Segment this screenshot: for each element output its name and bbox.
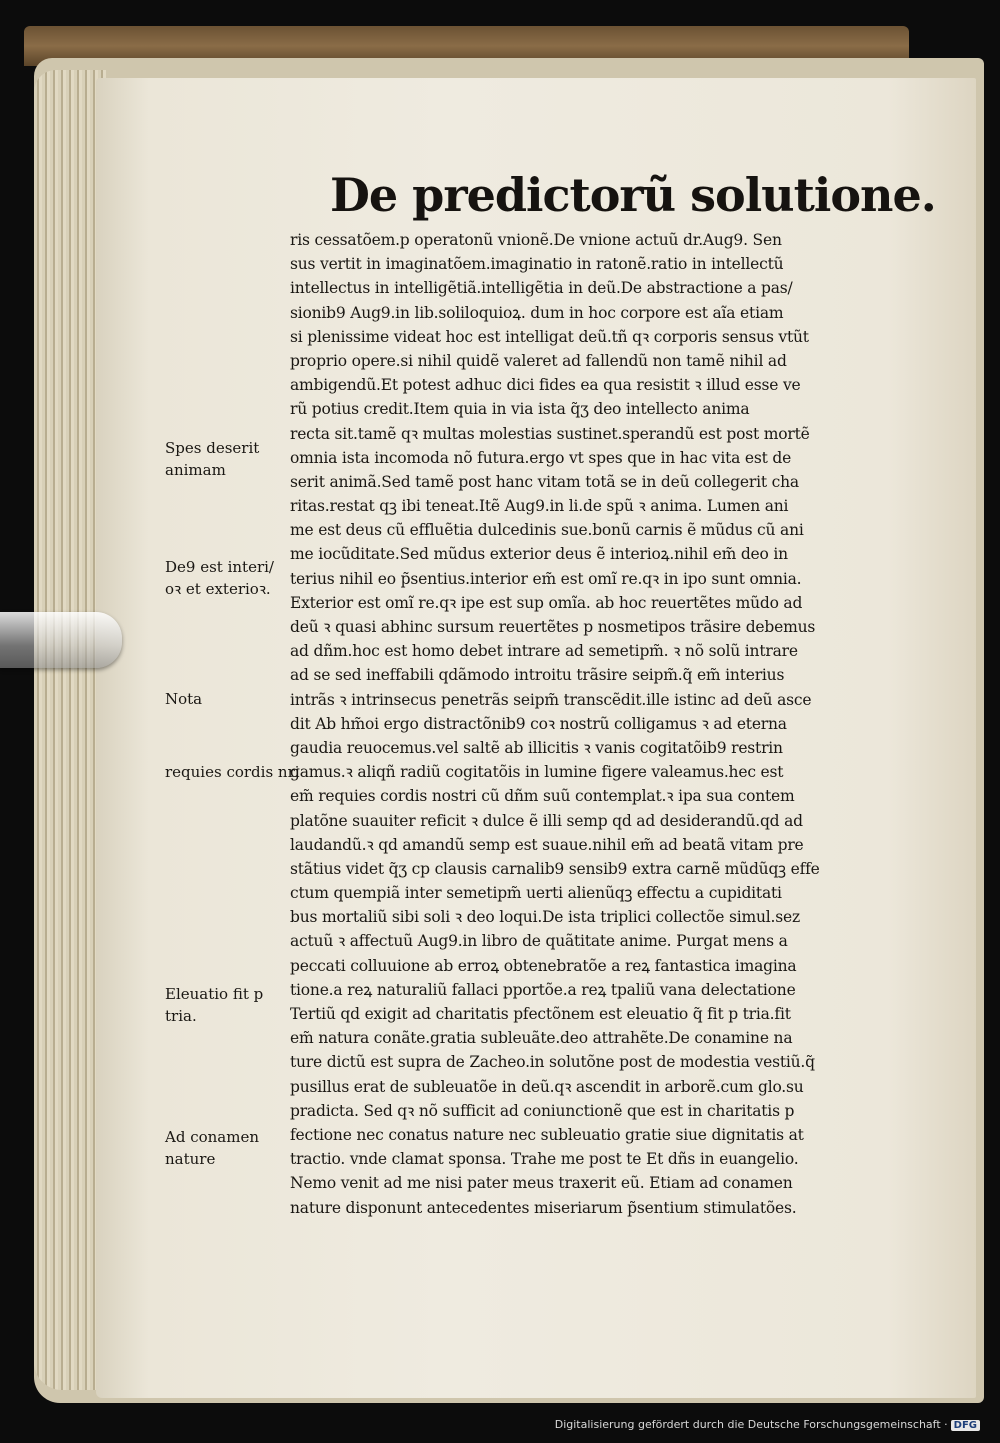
- body-text-line: intrãs ꝛ intrinsecus penetrãs seipm̃ transcẽdit.ille istinc ad deũ asce: [290, 690, 812, 709]
- body-text-line: dit Ab hm̃oi ergo distractõnib9 coꝛ nostrũ colligamus ꝛ ad eterna: [290, 714, 787, 733]
- margin-note-4: [165, 761, 300, 783]
- body-text-block: [290, 228, 862, 1220]
- margin-note-line: requies cordis nri: [165, 763, 300, 781]
- body-text-line: sionib9 Aug9.in lib.soliloquioꝝ. dum in hoc corpore est aĩa etiam: [290, 303, 784, 322]
- body-text-line: ris cessatõem.p operatonũ vnionẽ.De vnione actuũ dr.Aug9. Sen: [290, 231, 782, 249]
- body-text-line: omnia ista incomoda nõ futura.ergo vt spes que in hac vita est de: [290, 448, 792, 467]
- margin-note-line: oꝛ et exterioꝛ.: [165, 580, 271, 598]
- body-text-line: ad se sed ineffabili qdãmodo introitu trãsire seipm̃.q̃ em̃ interius: [290, 666, 785, 685]
- margin-note-2: [165, 556, 290, 600]
- body-text-line: gaudia reuocemus.vel saltẽ ab illicitis ꝛ vanis cogitatõib9 restrin: [290, 738, 783, 757]
- body-text-line: ambigendũ.Et potest adhuc dici fides ea qua resistit ꝛ illud esse ve: [290, 376, 801, 395]
- body-text-line: intellectus in intelligẽtiã.intelligẽtia in deũ.De abstractione a pas/: [290, 279, 793, 298]
- body-text-line: platõne suauiter reficit ꝛ dulce ẽ illi semp qd ad desiderandũ.qd ad: [290, 811, 803, 830]
- margin-note-line: Spes deserit: [165, 439, 260, 457]
- footer-credit: [555, 1418, 980, 1431]
- margin-note-line: De9 est interi/: [165, 558, 274, 576]
- body-text-line: Tertiũ qd exigit ad charitatis pfectõnem est eleuatio q̃ fit p tria.fit: [290, 1005, 791, 1023]
- body-text-line: me iocũditate.Sed mũdus exterior deus ẽ interioꝝ.nihil em̃ deo in: [290, 545, 788, 564]
- margin-note-5: [165, 983, 290, 1027]
- footer-credit-text: Digitalisierung gefördert durch die Deutsche Forschungsgemeinschaft ·: [554, 1418, 948, 1431]
- dfg-logo: DFG: [951, 1420, 980, 1431]
- body-text-line: nature disponunt antecedentes miseriarum p̃sentium stimulatões.: [290, 1198, 797, 1217]
- margin-note-line: nature: [165, 1150, 216, 1168]
- body-text-line: fectione nec conatus nature nec subleuatio gratie siue dignitatis at: [290, 1125, 804, 1144]
- body-text-line: tione.a reꝝ naturaliũ fallaci pportõe.a reꝝ tpaliũ vana delectatione: [290, 980, 796, 999]
- body-text-line: pradicta. Sed qꝛ nõ sufficit ad coniunctionẽ que est in charitatis p: [290, 1101, 795, 1120]
- body-text-line: Exterior est omĩ re.qꝛ ipe est sup omĩa. ab hoc reuertẽtes mũdo ad: [290, 593, 803, 612]
- body-text-line: proprio opere.si nihil quidẽ valeret ad fallendũ non tamẽ nihil ad: [290, 351, 787, 370]
- body-text-line: Nemo venit ad me nisi pater meus traxerit eũ. Etiam ad conamen: [290, 1174, 793, 1193]
- body-text-line: recta sit.tamẽ qꝛ multas molestias sustinet.sperandũ est post mortẽ: [290, 424, 810, 443]
- body-text-line: terius nihil eo p̃sentius.interior em̃ est omĩ re.qꝛ in ipo sunt omnia.: [290, 569, 802, 588]
- body-text-line: tractio. vnde clamat sponsa. Trahe me post te Et dñs in euangelio.: [290, 1150, 799, 1169]
- body-text-line: ritas.restat qꝫ ibi teneat.Itẽ Aug9.in li.de spũ ꝛ anima. Lumen ani: [290, 497, 789, 516]
- body-text-line: peccati colluuione ab erroꝝ obtenebratõe a reꝝ fantastica imagina: [290, 956, 797, 975]
- body-text-line: rũ potius credit.Item quia in via ista q̃ʒ deo intellecto anima: [290, 400, 750, 419]
- margin-note-line: tria.: [165, 1007, 197, 1025]
- body-text-line: ture dictũ est supra de Zacheo.in solutõne post de modestia vestiũ.q̃: [290, 1053, 815, 1072]
- body-text-line: me est deus cũ effluẽtia dulcedinis sue.bonũ carnis ẽ mũdus cũ ani: [290, 521, 804, 540]
- body-text-line: sus vertit in imaginatõem.imaginatio in ratonẽ.ratio in intellectũ: [290, 255, 784, 274]
- body-text-line: ctum quempiã inter semetipm̃ uerti alienũqꝫ effectu a cupiditati: [290, 884, 782, 903]
- margin-note-line: animam: [165, 461, 226, 479]
- margin-note-line: Eleuatio fit p: [165, 985, 264, 1003]
- body-text-line: bus mortaliũ sibi soli ꝛ deo loqui.De ista triplici collectõe simul.sez: [290, 908, 800, 927]
- body-text-line: ad dñm.hoc est homo debet intrare ad semetipm̃. ꝛ nõ solũ intrare: [290, 642, 798, 661]
- page-title: De predictorũ solutione.: [330, 168, 936, 222]
- body-text-line: actuũ ꝛ affectuũ Aug9.in libro de quãtitate anime. Purgat mens a: [290, 932, 788, 951]
- body-text-line: gamus.ꝛ aliqñ radiũ cogitatõis in lumine figere valeamus.hec est: [290, 763, 784, 782]
- plastic-page-clip: [0, 612, 122, 668]
- margin-note-6: [165, 1126, 290, 1170]
- body-text-line: em̃ natura conãte.gratia subleuãte.deo attrahẽte.De conamine na: [290, 1029, 793, 1048]
- body-text-line: pusillus erat de subleuatõe in deũ.qꝛ ascendit in arborẽ.cum glo.su: [290, 1077, 804, 1096]
- body-text-line: stãtius videt q̃ʒ cp clausis carnalib9 sensib9 extra carnẽ mũdũqꝫ effe: [290, 859, 820, 878]
- margin-note-1: [165, 437, 290, 481]
- body-text-line: si plenissime videat hoc est intelligat deũ.tñ qꝛ corporis sensus vtũt: [290, 327, 809, 346]
- body-text-line: laudandũ.ꝛ qd amandũ semp est suaue.nihil em̃ ad beatã vitam pre: [290, 835, 804, 854]
- body-text-line: em̃ requies cordis nostri cũ dñm suũ contemplat.ꝛ ipa sua contem: [290, 787, 795, 806]
- body-text-line: deũ ꝛ quasi abhinc sursum reuertẽtes p nosmetipos trãsire debemus: [290, 618, 816, 636]
- margin-note-line: Ad conamen: [165, 1128, 259, 1146]
- margin-note-line: Nota: [165, 690, 203, 708]
- body-text-line: serit animã.Sed tamẽ post hanc vitam totã se in deũ collegerit cha: [290, 472, 799, 491]
- margin-note-3: [165, 688, 290, 710]
